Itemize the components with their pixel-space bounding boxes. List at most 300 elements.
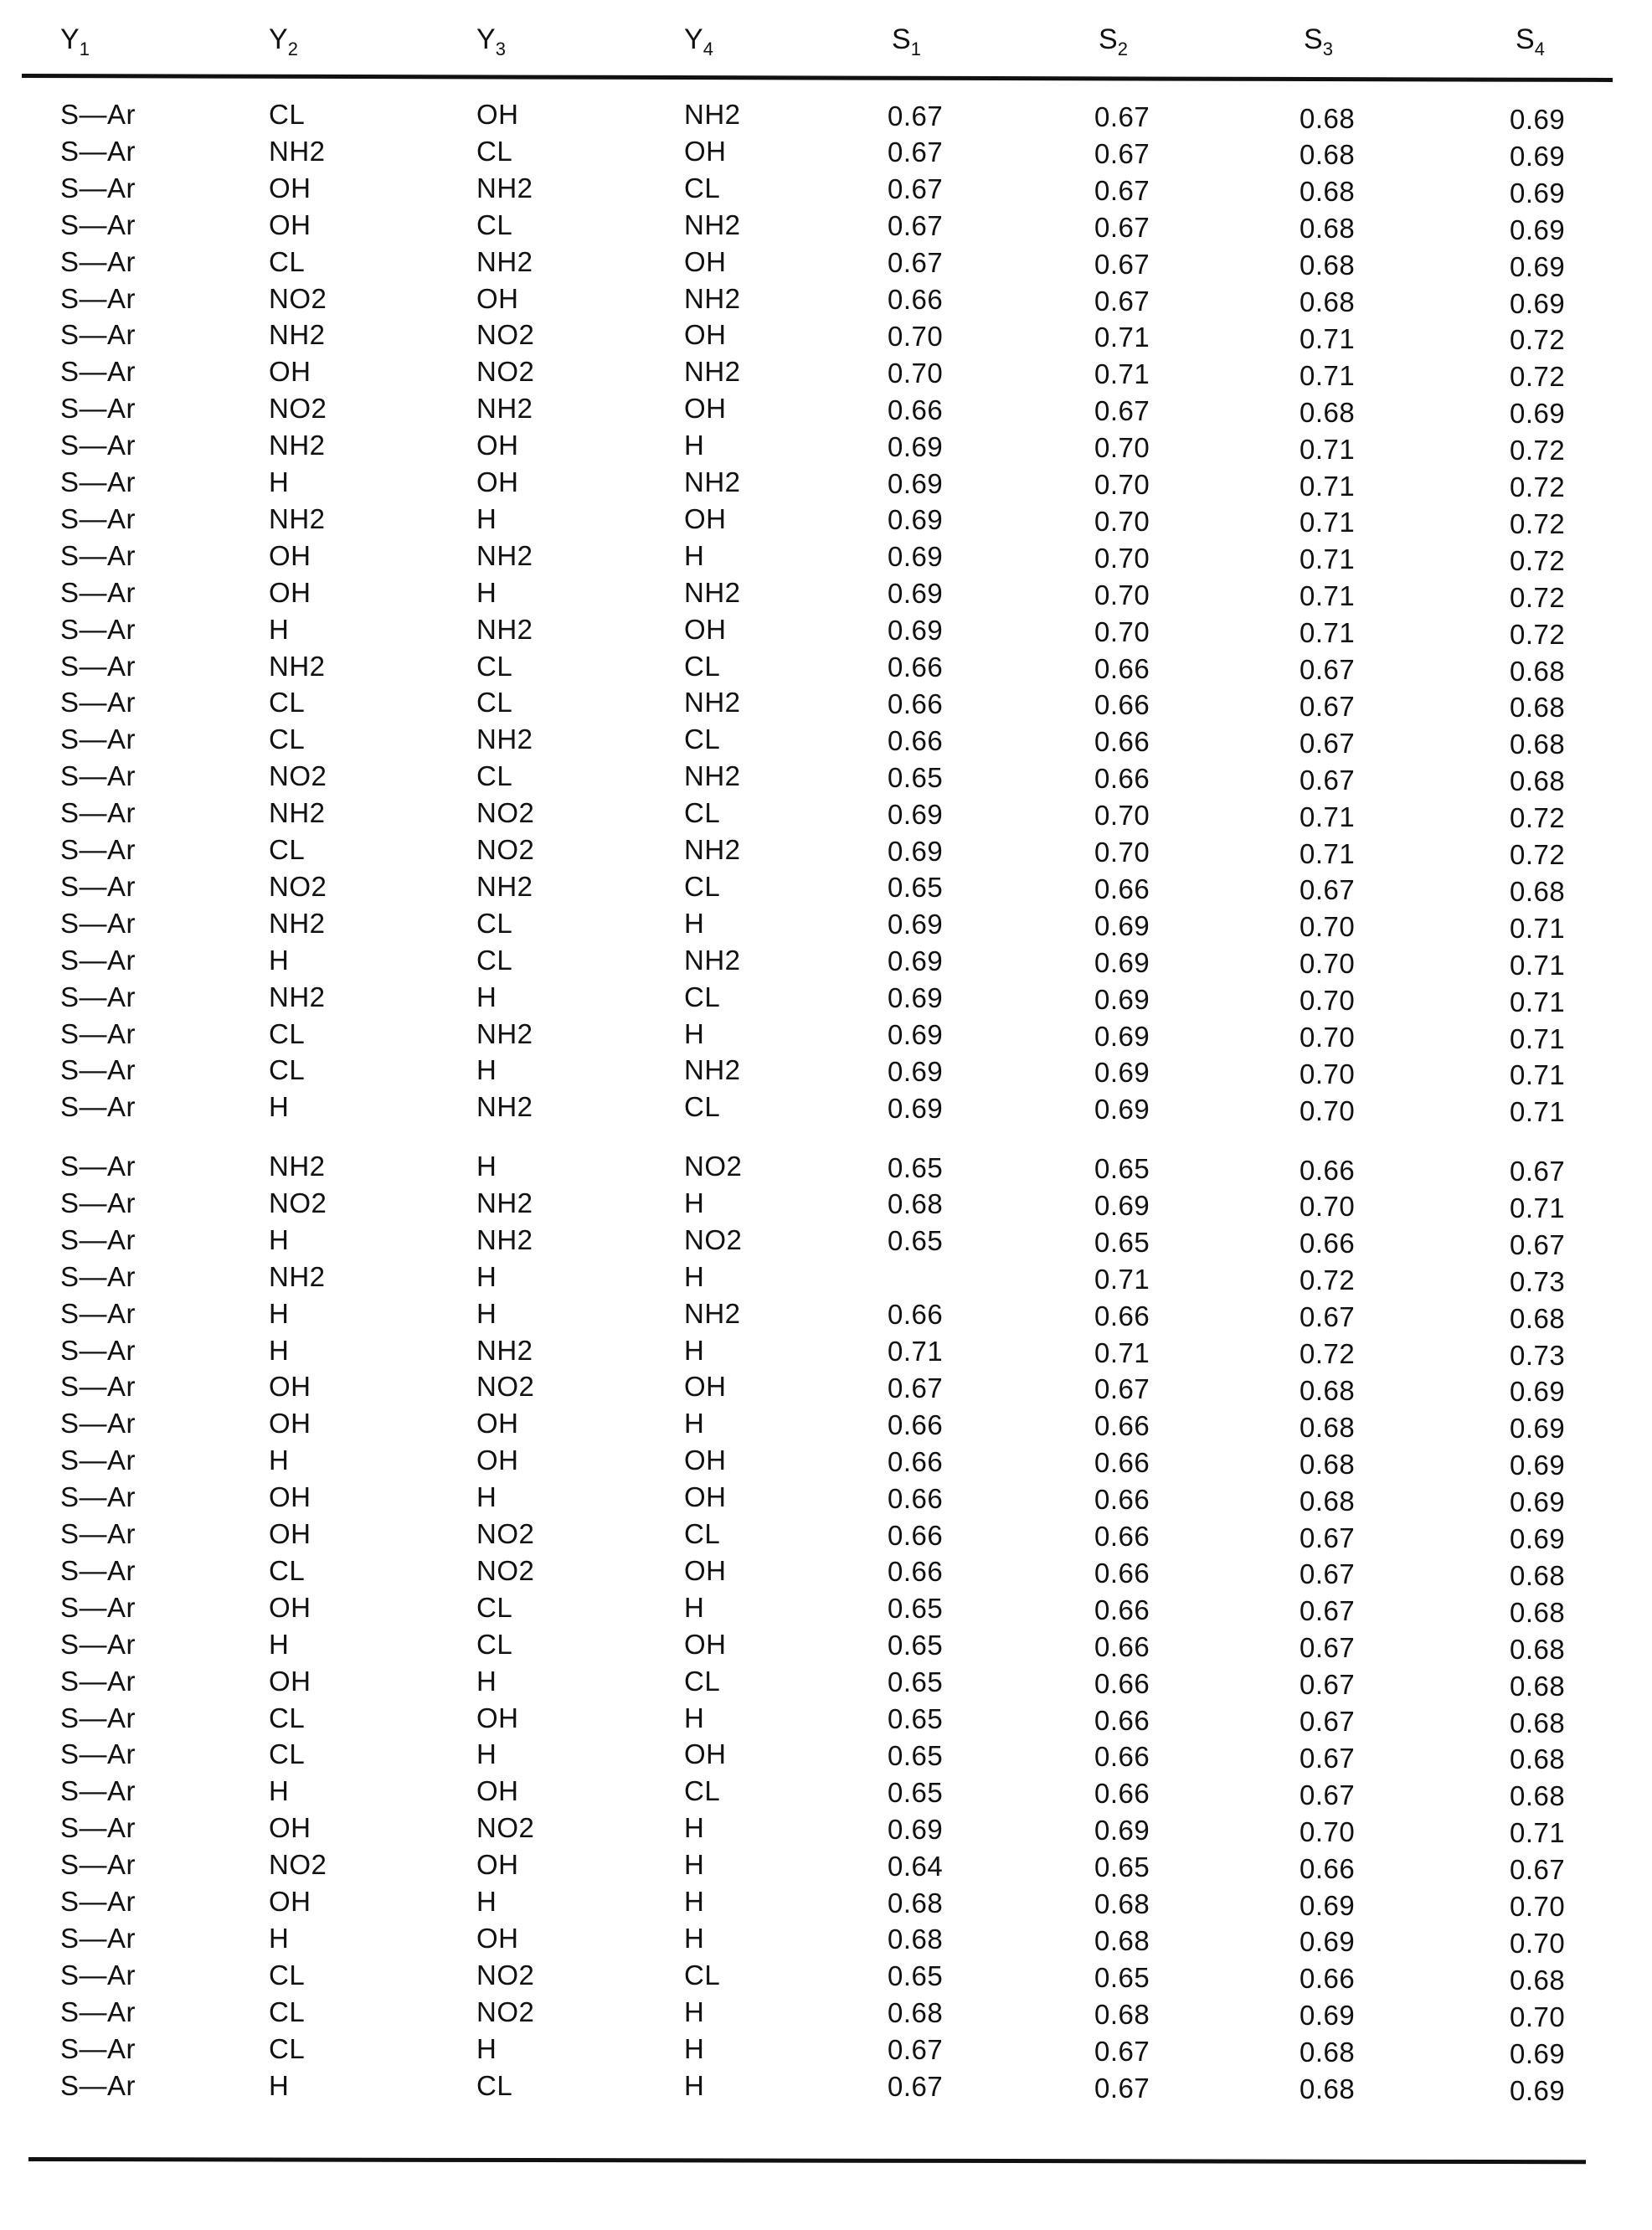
cell-y1: S—Ar xyxy=(60,1518,136,1549)
cell-y2: CL xyxy=(269,245,306,277)
cell-y2: OH xyxy=(269,172,311,203)
cell-s1: 0.65 xyxy=(888,761,944,793)
cell-y3: H xyxy=(476,1297,497,1329)
cell-s4: 0.71 xyxy=(1510,1059,1566,1091)
cell-s2: 0.67 xyxy=(1094,174,1150,206)
cell-s3: 0.67 xyxy=(1299,1706,1356,1737)
cell-y3: H xyxy=(476,502,497,534)
cell-s4: 0.69 xyxy=(1510,2037,1566,2069)
cell-y2: OH xyxy=(269,1591,311,1623)
table-row xyxy=(0,1923,1652,1960)
cell-s2: 0.69 xyxy=(1094,909,1150,941)
cell-s1: 0.66 xyxy=(888,284,944,315)
cell-y3: NH2 xyxy=(476,172,533,203)
cell-y1: S—Ar xyxy=(60,209,136,240)
cell-y2: H xyxy=(269,466,290,497)
cell-y3: CL xyxy=(476,1628,513,1660)
cell-y2: NH2 xyxy=(269,797,326,829)
cell-y1: S—Ar xyxy=(60,1408,136,1439)
table-row xyxy=(0,908,1652,945)
cell-y3: NH2 xyxy=(476,245,533,277)
cell-y1: S—Ar xyxy=(60,981,136,1012)
cell-s1: 0.66 xyxy=(888,1519,944,1551)
cell-y3: CL xyxy=(476,944,513,976)
cell-s2: 0.66 xyxy=(1094,1410,1150,1442)
cell-y2: CL xyxy=(269,1554,306,1586)
cell-s4: 0.72 xyxy=(1510,802,1566,834)
table-row xyxy=(0,1371,1652,1408)
cell-y4: OH xyxy=(684,502,727,534)
cell-s1: 0.70 xyxy=(888,357,944,389)
cell-s4: 0.69 xyxy=(1510,2074,1566,2106)
cell-s2: 0.71 xyxy=(1094,322,1150,353)
cell-y3: CL xyxy=(476,907,513,939)
cell-s2: 0.70 xyxy=(1094,432,1150,464)
cell-s2: 0.69 xyxy=(1094,1057,1150,1089)
cell-s1: 0.69 xyxy=(888,909,944,940)
cell-y3: OH xyxy=(476,1775,519,1807)
cell-s3: 0.69 xyxy=(1299,2000,1356,2032)
cell-y2: NH2 xyxy=(269,1260,326,1292)
cell-y3: H xyxy=(476,1054,497,1086)
table-row xyxy=(0,1408,1652,1445)
cell-y4: CL xyxy=(684,172,721,203)
cell-s1: 0.69 xyxy=(888,982,944,1014)
cell-s4: 0.72 xyxy=(1510,581,1566,613)
cell-y1: S—Ar xyxy=(60,172,136,203)
table-row xyxy=(0,319,1652,356)
cell-s3: 0.71 xyxy=(1299,543,1356,575)
col-header-s1: $S_1$ xyxy=(892,23,921,59)
cell-y1: S—Ar xyxy=(60,356,136,388)
cell-s2: 0.69 xyxy=(1094,1094,1150,1125)
cell-s1: 0.67 xyxy=(888,136,944,168)
cell-y4: NH2 xyxy=(684,1054,741,1086)
cell-y1: S—Ar xyxy=(60,687,136,718)
cell-s2: 0.67 xyxy=(1094,101,1150,132)
cell-y2: NO2 xyxy=(269,1187,327,1218)
table-row xyxy=(0,577,1652,614)
cell-y2: OH xyxy=(269,1518,311,1549)
cell-y2: NH2 xyxy=(269,430,326,461)
cell-y1: S—Ar xyxy=(60,797,136,829)
cell-y4: OH xyxy=(684,245,727,277)
cell-y1: S—Ar xyxy=(60,1812,136,1844)
cell-s1: 0.66 xyxy=(888,1482,944,1514)
cell-s3: 0.71 xyxy=(1299,507,1356,538)
cell-y3: CL xyxy=(476,209,513,240)
cell-y4: H xyxy=(684,1334,705,1366)
cell-y2: CL xyxy=(269,1017,306,1049)
table-row xyxy=(0,466,1652,503)
cell-s2: 0.66 xyxy=(1094,1521,1150,1552)
table-row xyxy=(0,2070,1652,2107)
cell-s1: 0.67 xyxy=(888,2071,944,2102)
cell-s2: 0.65 xyxy=(1094,1226,1150,1258)
cell-s2: 0.68 xyxy=(1094,1998,1150,2030)
col-header-y1: $Y_1$ xyxy=(60,23,90,59)
cell-y4: OH xyxy=(684,1554,727,1586)
cell-s3: 0.67 xyxy=(1299,1301,1356,1333)
cell-y3: NH2 xyxy=(476,1091,533,1123)
cell-y1: S—Ar xyxy=(60,1091,136,1123)
cell-y1: S—Ar xyxy=(60,2032,136,2064)
cell-s2: 0.66 xyxy=(1094,652,1150,684)
cell-y2: CL xyxy=(269,724,306,755)
table-row xyxy=(0,283,1652,320)
cell-s3: 0.71 xyxy=(1299,470,1356,502)
cell-s4: 0.71 xyxy=(1510,1817,1566,1849)
cell-s2: 0.65 xyxy=(1094,1961,1150,1993)
cell-s1: 0.69 xyxy=(888,945,944,977)
cell-s3: 0.67 xyxy=(1299,654,1356,685)
cell-y2: NH2 xyxy=(269,907,326,939)
cell-y4: NH2 xyxy=(684,834,741,865)
cell-y1: S—Ar xyxy=(60,834,136,865)
cell-s2: 0.67 xyxy=(1094,248,1150,280)
cell-s2: 0.66 xyxy=(1094,1778,1150,1810)
cell-s4: 0.71 xyxy=(1510,1192,1566,1223)
cell-y2: NO2 xyxy=(269,760,327,792)
cell-s2: 0.70 xyxy=(1094,505,1150,537)
cell-y1: S—Ar xyxy=(60,1996,136,2027)
cell-y1: S—Ar xyxy=(60,1628,136,1660)
cell-s1: 0.67 xyxy=(888,1372,944,1403)
cell-y2: CL xyxy=(269,2032,306,2064)
cell-s3: 0.67 xyxy=(1299,1595,1356,1627)
cell-y3: H xyxy=(476,576,497,608)
cell-y2: OH xyxy=(269,1812,311,1844)
cell-y3: NO2 xyxy=(476,319,535,351)
cell-s3: 0.71 xyxy=(1299,433,1356,465)
cell-s2: 0.67 xyxy=(1094,285,1150,317)
cell-s4: 0.72 xyxy=(1510,618,1566,650)
table-row xyxy=(0,209,1652,246)
table-row xyxy=(0,430,1652,466)
cell-s3: 0.67 xyxy=(1299,1558,1356,1590)
cell-s1: 0.69 xyxy=(888,1019,944,1050)
cell-s2: 0.67 xyxy=(1094,137,1150,169)
cell-s3: 0.72 xyxy=(1299,1338,1356,1369)
cell-y4: CL xyxy=(684,797,721,829)
cell-s4: 0.67 xyxy=(1510,1228,1566,1260)
table-row xyxy=(0,1151,1652,1187)
cell-y2: NH2 xyxy=(269,135,326,167)
cell-y1: S—Ar xyxy=(60,466,136,497)
cell-s1: 0.66 xyxy=(888,394,944,425)
cell-y3: OH xyxy=(476,1445,519,1476)
cell-y4: OH xyxy=(684,1738,727,1770)
cell-y1: S—Ar xyxy=(60,319,136,351)
cell-y3: CL xyxy=(476,1591,513,1623)
cell-s4: 0.68 xyxy=(1510,1670,1566,1702)
cell-s2: 0.65 xyxy=(1094,1153,1150,1184)
cell-s4: 0.72 xyxy=(1510,324,1566,356)
table-row xyxy=(0,760,1652,797)
cell-s3: 0.69 xyxy=(1299,1889,1356,1921)
cell-s2: 0.70 xyxy=(1094,800,1150,832)
cell-y4: NH2 xyxy=(684,760,741,792)
cell-s4: 0.73 xyxy=(1510,1339,1566,1371)
cell-s2: 0.66 xyxy=(1094,689,1150,721)
table-row xyxy=(0,2033,1652,2070)
cell-y4: NH2 xyxy=(684,944,741,976)
cell-y3: H xyxy=(476,1151,497,1182)
cell-s3: 0.68 xyxy=(1299,2073,1356,2104)
cell-y3: OH xyxy=(476,1702,519,1733)
cell-y1: S—Ar xyxy=(60,539,136,571)
cell-y3: CL xyxy=(476,687,513,718)
cell-y1: S—Ar xyxy=(60,576,136,608)
cell-s4: 0.68 xyxy=(1510,1743,1566,1775)
col-header-y3: $Y_3$ xyxy=(476,23,506,59)
cell-s4: 0.69 xyxy=(1510,1523,1566,1554)
table-row xyxy=(0,614,1652,651)
cell-s1: 0.66 xyxy=(888,1556,944,1588)
cell-s4: 0.68 xyxy=(1510,1596,1566,1628)
cell-s1: 0.67 xyxy=(888,173,944,205)
cell-y3: NO2 xyxy=(476,1371,535,1403)
cell-y1: S—Ar xyxy=(60,724,136,755)
cell-y1: S—Ar xyxy=(60,2069,136,2101)
cell-y2: H xyxy=(269,613,290,645)
table-row xyxy=(0,246,1652,283)
cell-y2: H xyxy=(269,1628,290,1660)
table-row xyxy=(0,1018,1652,1055)
cell-y4: NH2 xyxy=(684,356,741,388)
cell-s4: 0.67 xyxy=(1510,1854,1566,1886)
cell-s1: 0.68 xyxy=(888,1188,944,1220)
cell-s2: 0.66 xyxy=(1094,1484,1150,1516)
cell-y4: H xyxy=(684,1886,705,1917)
cell-s4: 0.68 xyxy=(1510,1302,1566,1334)
cell-y2: OH xyxy=(269,1408,311,1439)
cell-s3: 0.66 xyxy=(1299,1963,1356,1995)
cell-y2: CL xyxy=(269,1702,306,1733)
cell-y1: S—Ar xyxy=(60,430,136,461)
cell-y3: NH2 xyxy=(476,1187,533,1218)
cell-s2: 0.66 xyxy=(1094,1594,1150,1625)
cell-y3: OH xyxy=(476,1922,519,1954)
cell-s3: 0.68 xyxy=(1299,2037,1356,2068)
cell-s2: 0.69 xyxy=(1094,1815,1150,1846)
cell-s3: 0.68 xyxy=(1299,1374,1356,1406)
table-row xyxy=(0,1298,1652,1335)
cell-y1: S—Ar xyxy=(60,1554,136,1586)
cell-s2: 0.66 xyxy=(1094,1630,1150,1662)
cell-y4: OH xyxy=(684,1445,727,1476)
cell-s1: 0.65 xyxy=(888,1739,944,1771)
cell-y2: NH2 xyxy=(269,981,326,1012)
cell-s1: 0.69 xyxy=(888,1055,944,1087)
cell-s4: 0.69 xyxy=(1510,250,1566,282)
table-row xyxy=(0,1666,1652,1702)
cell-y2: OH xyxy=(269,356,311,388)
cell-y3: H xyxy=(476,1260,497,1292)
cell-s4: 0.67 xyxy=(1510,1156,1566,1187)
cell-y1: S—Ar xyxy=(60,1591,136,1623)
table-row xyxy=(0,1445,1652,1481)
cell-s4: 0.72 xyxy=(1510,435,1566,466)
cell-y1: S—Ar xyxy=(60,613,136,645)
cell-y1: S—Ar xyxy=(60,870,136,902)
cell-y2: NO2 xyxy=(269,870,327,902)
cell-s2: 0.67 xyxy=(1094,211,1150,243)
cell-s1: 0.67 xyxy=(888,210,944,242)
cell-s3: 0.70 xyxy=(1299,1022,1356,1053)
cell-s1: 0.69 xyxy=(888,430,944,462)
cell-y1: S—Ar xyxy=(60,135,136,167)
cell-y2: OH xyxy=(269,1371,311,1403)
table-row xyxy=(0,651,1652,688)
cell-y3: CL xyxy=(476,135,513,167)
cell-y2: CL xyxy=(269,834,306,865)
table-row xyxy=(0,1592,1652,1629)
cell-s3: 0.70 xyxy=(1299,1191,1356,1223)
cell-s2: 0.71 xyxy=(1094,358,1150,390)
cell-y1: S—Ar xyxy=(60,1886,136,1917)
cell-y3: OH xyxy=(476,1849,519,1881)
cell-s1: 0.71 xyxy=(888,1336,944,1367)
cell-y3: CL xyxy=(476,2069,513,2101)
cell-s3: 0.70 xyxy=(1299,1058,1356,1089)
cell-s1: 0.66 xyxy=(888,1445,944,1477)
cell-y2: H xyxy=(269,944,290,976)
cell-s3: 0.72 xyxy=(1299,1264,1356,1296)
col-header-y2: $Y_2$ xyxy=(269,23,298,59)
cell-y3: H xyxy=(476,1481,497,1513)
cell-s3: 0.71 xyxy=(1299,322,1356,354)
cell-y4: H xyxy=(684,907,705,939)
cell-y3: NH2 xyxy=(476,724,533,755)
cell-y1: S—Ar xyxy=(60,1775,136,1807)
cell-y4: H xyxy=(684,2032,705,2064)
cell-s2: 0.66 xyxy=(1094,1300,1150,1331)
table-row xyxy=(0,1812,1652,1849)
cell-s1: 0.69 xyxy=(888,1813,944,1845)
table-row xyxy=(0,503,1652,540)
table-row xyxy=(0,834,1652,871)
cell-s1: 0.65 xyxy=(888,1630,944,1661)
cell-s2: 0.66 xyxy=(1094,763,1150,795)
table-row xyxy=(0,173,1652,209)
cell-s1: 0.66 xyxy=(888,1409,944,1440)
cell-y3: H xyxy=(476,981,497,1012)
cell-s3: 0.67 xyxy=(1299,1742,1356,1774)
cell-s2: 0.71 xyxy=(1094,1336,1150,1368)
cell-y2: OH xyxy=(269,1481,311,1513)
cell-s4: 0.68 xyxy=(1510,1707,1566,1738)
cell-s3: 0.67 xyxy=(1299,1779,1356,1810)
cell-s2: 0.70 xyxy=(1094,542,1150,574)
cell-y3: NH2 xyxy=(476,539,533,571)
cell-y1: S—Ar xyxy=(60,907,136,939)
cell-y4: OH xyxy=(684,1371,727,1403)
cell-y2: H xyxy=(269,1922,290,1954)
cell-y2: H xyxy=(269,1775,290,1807)
col-header-s4: $S_4$ xyxy=(1516,23,1545,59)
cell-s3: 0.71 xyxy=(1299,580,1356,612)
cell-y2: CL xyxy=(269,1738,306,1770)
cell-s1: 0.65 xyxy=(888,1703,944,1734)
cell-s1: 0.65 xyxy=(888,1225,944,1257)
cell-s2: 0.67 xyxy=(1094,2035,1150,2067)
cell-s2: 0.66 xyxy=(1094,873,1150,904)
cell-s1: 0.69 xyxy=(888,1092,944,1124)
cell-s3: 0.68 xyxy=(1299,213,1356,245)
table-row xyxy=(0,871,1652,908)
cell-y1: S—Ar xyxy=(60,1151,136,1182)
cell-s4: 0.68 xyxy=(1510,1633,1566,1665)
cell-y3: NO2 xyxy=(476,797,535,829)
cell-y3: NO2 xyxy=(476,834,535,865)
header-rule xyxy=(22,74,1613,82)
cell-s4: 0.72 xyxy=(1510,544,1566,576)
cell-y4: CL xyxy=(684,650,721,682)
cell-s4: 0.69 xyxy=(1510,140,1566,172)
cell-y3: OH xyxy=(476,1408,519,1439)
cell-y2: OH xyxy=(269,209,311,240)
cell-y2: OH xyxy=(269,1665,311,1697)
cell-s2: 0.66 xyxy=(1094,1447,1150,1479)
cell-y3: NO2 xyxy=(476,1518,535,1549)
cell-s3: 0.68 xyxy=(1299,250,1356,281)
cell-y4: NH2 xyxy=(684,687,741,718)
cell-y4: H xyxy=(684,1017,705,1049)
cell-s1: 0.69 xyxy=(888,615,944,646)
table-row xyxy=(0,1960,1652,1996)
cell-s4: 0.69 xyxy=(1510,1376,1566,1408)
cell-y1: S—Ar xyxy=(60,650,136,682)
cell-y4: NO2 xyxy=(684,1223,743,1255)
cell-s4: 0.72 xyxy=(1510,471,1566,502)
table-row xyxy=(0,1335,1652,1372)
cell-s2: 0.66 xyxy=(1094,1741,1150,1773)
cell-y4: OH xyxy=(684,393,727,425)
cell-y3: H xyxy=(476,1886,497,1917)
footer-rule xyxy=(28,2157,1586,2164)
table-row xyxy=(0,1518,1652,1555)
table-row xyxy=(0,356,1652,393)
cell-s4: 0.73 xyxy=(1510,1265,1566,1297)
cell-s1: 0.69 xyxy=(888,578,944,610)
cell-y3: NH2 xyxy=(476,393,533,425)
cell-y3: NH2 xyxy=(476,613,533,645)
cell-s2: 0.69 xyxy=(1094,1020,1150,1052)
cell-s1: 0.69 xyxy=(888,798,944,830)
cell-y2: NH2 xyxy=(269,650,326,682)
cell-s2: 0.68 xyxy=(1094,1924,1150,1956)
cell-y1: S—Ar xyxy=(60,282,136,314)
cell-y4: H xyxy=(684,1408,705,1439)
cell-y3: OH xyxy=(476,99,519,130)
cell-s3: 0.70 xyxy=(1299,1815,1356,1847)
cell-y1: S—Ar xyxy=(60,1187,136,1218)
cell-y3: OH xyxy=(476,466,519,497)
cell-s4: 0.69 xyxy=(1510,1486,1566,1518)
cell-y4: H xyxy=(684,2069,705,2101)
cell-y4: H xyxy=(684,1996,705,2027)
table-row xyxy=(0,945,1652,981)
cell-y4: CL xyxy=(684,1775,721,1807)
cell-s1: 0.66 xyxy=(888,1299,944,1331)
table-row xyxy=(0,540,1652,577)
cell-y1: S—Ar xyxy=(60,1334,136,1366)
cell-y2: H xyxy=(269,1334,290,1366)
cell-s3: 0.70 xyxy=(1299,1094,1356,1126)
cell-s1: 0.65 xyxy=(888,1666,944,1698)
cell-y3: NH2 xyxy=(476,1017,533,1049)
